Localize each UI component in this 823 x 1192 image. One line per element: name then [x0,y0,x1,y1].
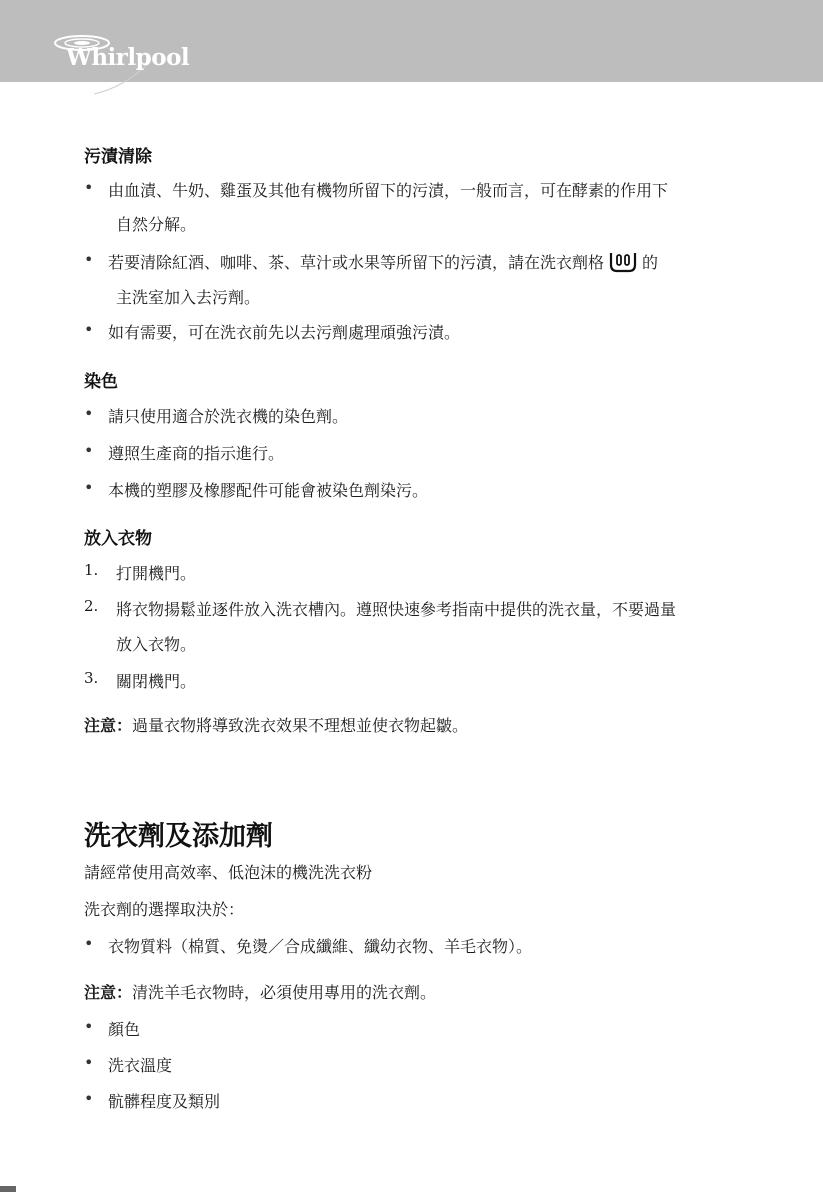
stains-bullet-2-text-b: 的 [642,253,659,272]
loading-step-3: 關閉機門。 [116,672,197,691]
detergent-bullet-2: 顏色 [108,1020,141,1039]
bullet-mark: • [84,178,94,197]
note-label: 注意： [84,983,133,1002]
section-title-loading: 放入衣物 [84,529,152,549]
detergent-bullet-3: 洗衣溫度 [108,1056,173,1075]
note-text: 過量衣物將導致洗衣效果不理想並使衣物起皺。 [132,716,469,735]
bullet-mark: • [84,478,94,497]
stains-bullet-2-text-a: 若要清除紅酒、咖啡、茶、草汁或水果等所留下的污漬，請在洗衣劑格 [108,253,605,272]
note-text: 清洗羊毛衣物時，必須使用專用的洗衣劑。 [132,983,437,1002]
stains-bullet-2-line-2: 主洗室加入去污劑。 [116,288,261,307]
dyeing-bullet-2: 遵照生產商的指示進行。 [108,444,285,463]
stains-bullet-1-line-1: 由血漬、牛奶、雞蛋及其他有機物所留下的污漬，一般而言，可在酵素的作用下 [108,181,669,200]
detergent-paragraph-2: 洗衣劑的選擇取決於： [84,900,245,919]
detergent-note [84,980,436,1003]
section-title-dyeing: 染色 [84,372,118,392]
loading-step-2-line-1: 將衣物揚鬆並逐件放入洗衣槽內。遵照快速參考指南中提供的洗衣量，不要過量 [116,600,677,619]
detergent-bullet-4: 骯髒程度及類別 [108,1092,221,1111]
bullet-mark: • [84,441,94,460]
loading-step-1: 打開機門。 [116,564,197,583]
section-title-stains: 污漬清除 [84,147,152,167]
step-number-1: 1. [84,561,99,579]
bullet-mark: • [84,1089,94,1108]
page-edge-mark [0,1186,16,1192]
stains-bullet-1-line-2: 自然分解。 [116,215,197,234]
bullet-mark: • [84,934,94,953]
dyeing-bullet-1: 請只使用適合於洗衣機的染色劑。 [108,407,349,426]
step-number-3: 3. [84,669,99,687]
brand-logo-text: Whirlpool [66,44,190,71]
note-label: 注意： [84,716,133,735]
stains-bullet-3: 如有需要，可在洗衣前先以去污劑處理頑強污漬。 [108,323,461,342]
bullet-mark: • [84,404,94,423]
bullet-mark: • [84,1017,94,1036]
bullet-mark: • [84,1053,94,1072]
loading-note [84,713,468,736]
bullet-mark: • [84,250,94,269]
dyeing-bullet-3: 本機的塑膠及橡膠配件可能會被染色劑染污。 [108,481,429,500]
bullet-mark: • [84,320,94,339]
header-band [0,0,823,82]
main-wash-compartment-icon [608,250,638,274]
detergent-bullet-1: 衣物質料（棉質、免燙／合成纖維、纖幼衣物、羊毛衣物）。 [108,937,533,956]
step-number-2: 2. [84,597,99,615]
loading-step-2-line-2: 放入衣物。 [116,635,197,654]
section-title-detergent: 洗衣劑及添加劑 [84,821,273,852]
detergent-paragraph-1: 請經常使用高效率、低泡沫的機洗洗衣粉 [84,863,373,882]
stains-bullet-2-line-1 [108,250,658,274]
